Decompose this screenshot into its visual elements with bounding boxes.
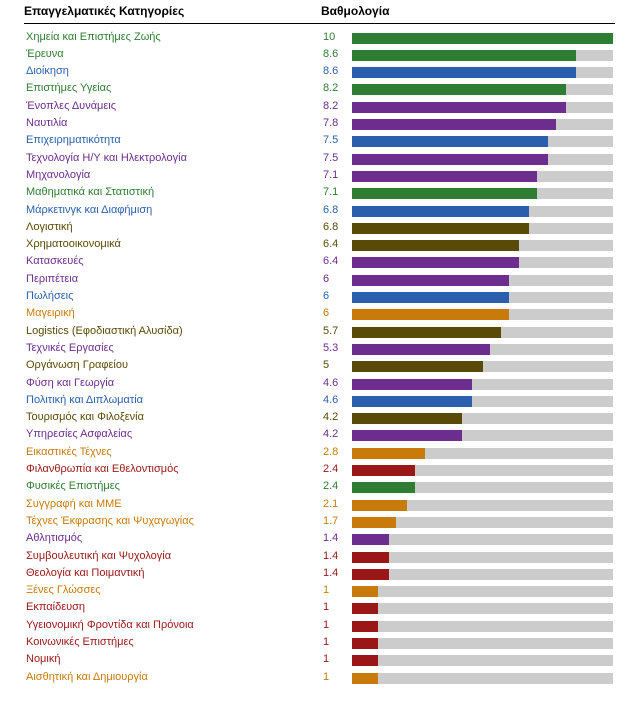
bar-track bbox=[352, 119, 613, 130]
bar bbox=[352, 309, 509, 320]
category-label: Οργάνωση Γραφείου bbox=[26, 359, 129, 372]
category-label: Ένοπλες Δυνάμεις bbox=[26, 99, 117, 112]
category-label: Logistics (Εφοδιαστική Αλυσίδα) bbox=[26, 324, 183, 337]
chart-row bbox=[0, 168, 640, 185]
category-label: Φύση και Γεωργία bbox=[26, 376, 115, 389]
score-column-header: Βαθμολογία bbox=[321, 4, 390, 18]
chart-row bbox=[0, 116, 640, 133]
chart-row bbox=[0, 99, 640, 116]
bar-track bbox=[352, 344, 613, 355]
bar bbox=[352, 517, 396, 528]
bar-track bbox=[352, 257, 613, 268]
bar bbox=[352, 67, 576, 78]
category-label: Μηχανολογία bbox=[26, 168, 91, 181]
bar bbox=[352, 603, 378, 614]
category-label: Ξένες Γλώσσες bbox=[26, 584, 101, 597]
bar bbox=[352, 500, 407, 511]
chart-row bbox=[0, 618, 640, 635]
bar-track bbox=[352, 154, 613, 165]
bar bbox=[352, 621, 378, 632]
score-label: 8.6 bbox=[323, 47, 339, 60]
chart-row bbox=[0, 445, 640, 462]
chart-row bbox=[0, 462, 640, 479]
score-label: 1.4 bbox=[323, 532, 339, 545]
bar-track bbox=[352, 517, 613, 528]
chart-row bbox=[0, 393, 640, 410]
bar bbox=[352, 396, 472, 407]
bar bbox=[352, 275, 509, 286]
chart-row bbox=[0, 272, 640, 289]
chart-row bbox=[0, 670, 640, 687]
bar bbox=[352, 33, 613, 44]
chart-row bbox=[0, 566, 640, 583]
bar bbox=[352, 206, 529, 217]
score-label: 7.5 bbox=[323, 151, 339, 164]
score-label: 1 bbox=[323, 636, 330, 648]
bar bbox=[352, 344, 490, 355]
category-label: Επιχειρηματικότητα bbox=[26, 134, 121, 147]
bar bbox=[352, 50, 576, 61]
score-label: 7.5 bbox=[323, 134, 339, 147]
bar bbox=[352, 586, 378, 597]
chart-row bbox=[0, 289, 640, 306]
bar bbox=[352, 430, 462, 441]
score-label: 1 bbox=[323, 601, 330, 614]
category-column-header: Επαγγελματικές Κατηγορίες bbox=[24, 4, 185, 18]
bar-track bbox=[352, 448, 613, 459]
bar bbox=[352, 136, 548, 147]
bar-track bbox=[352, 188, 613, 199]
bar-track bbox=[352, 396, 613, 407]
bar-track bbox=[352, 534, 613, 545]
score-label: 2.4 bbox=[323, 463, 339, 475]
bar-track bbox=[352, 84, 613, 95]
bar-track bbox=[352, 465, 613, 476]
bar bbox=[352, 361, 483, 372]
bar bbox=[352, 569, 389, 580]
bar bbox=[352, 413, 462, 424]
category-label: Υγειονομική Φροντίδα και Πρόνοια bbox=[26, 618, 194, 631]
chart-row bbox=[0, 531, 640, 548]
chart-row bbox=[0, 583, 640, 600]
category-label: Συγγραφή και ΜΜΕ bbox=[26, 497, 122, 510]
bar bbox=[352, 240, 519, 251]
category-label: Φιλανθρωπία και Εθελοντισμός bbox=[26, 463, 179, 475]
category-label: Χημεία και Επιστήμες Ζωής bbox=[26, 30, 161, 43]
chart-row bbox=[0, 324, 640, 341]
score-label: 7.1 bbox=[323, 186, 339, 199]
score-label: 2.4 bbox=[323, 480, 339, 493]
bar-track bbox=[352, 136, 613, 147]
bar-track bbox=[352, 500, 613, 511]
score-label: 5.7 bbox=[323, 324, 339, 337]
score-label: 8.2 bbox=[323, 99, 339, 112]
category-label: Κοινωνικές Επιστήμες bbox=[26, 636, 134, 648]
bar-track bbox=[352, 379, 613, 390]
chart-row bbox=[0, 358, 640, 375]
category-label: Τεχνικές Εργασίες bbox=[26, 341, 114, 354]
score-label: 8.2 bbox=[323, 82, 339, 95]
bar bbox=[352, 188, 537, 199]
bar-track bbox=[352, 171, 613, 182]
category-label: Μαγειρική bbox=[26, 307, 75, 320]
score-label: 1 bbox=[323, 618, 330, 631]
chart-row bbox=[0, 203, 640, 220]
score-label: 6.8 bbox=[323, 220, 339, 233]
chart-row bbox=[0, 47, 640, 64]
bar bbox=[352, 465, 415, 476]
chart-row bbox=[0, 635, 640, 652]
chart-row bbox=[0, 220, 640, 237]
category-label: Αθλητισμός bbox=[26, 532, 83, 545]
bar-track bbox=[352, 603, 613, 614]
bar bbox=[352, 482, 415, 493]
chart-row bbox=[0, 549, 640, 566]
chart-row bbox=[0, 64, 640, 81]
score-label: 4.6 bbox=[323, 376, 339, 389]
category-label: Τεχνολογία Η/Υ και Ηλεκτρολογία bbox=[26, 151, 187, 164]
category-label: Χρηματοοικονομικά bbox=[26, 238, 121, 251]
score-label: 1.4 bbox=[323, 566, 339, 579]
category-label: Νομική bbox=[26, 653, 61, 666]
category-label: Λογιστική bbox=[26, 220, 73, 233]
score-label: 2.8 bbox=[323, 445, 339, 458]
bar-track bbox=[352, 240, 613, 251]
category-label: Επιστήμες Υγείας bbox=[26, 82, 112, 95]
chart-row bbox=[0, 497, 640, 514]
bar-track bbox=[352, 223, 613, 234]
chart-row bbox=[0, 410, 640, 427]
bar bbox=[352, 223, 529, 234]
bar-track bbox=[352, 327, 613, 338]
bar-track bbox=[352, 569, 613, 580]
score-label: 5 bbox=[323, 359, 330, 372]
score-label: 1 bbox=[323, 584, 330, 597]
bar-track bbox=[352, 206, 613, 217]
bar-track bbox=[352, 430, 613, 441]
bar-track bbox=[352, 552, 613, 563]
bar-track bbox=[352, 102, 613, 113]
chart-row bbox=[0, 185, 640, 202]
category-label: Τουρισμός και Φιλοξενία bbox=[26, 411, 144, 424]
bar-track bbox=[352, 309, 613, 320]
bar bbox=[352, 448, 425, 459]
category-label: Εκπαίδευση bbox=[26, 601, 86, 614]
bar-track bbox=[352, 292, 613, 303]
bar-track bbox=[352, 361, 613, 372]
bar bbox=[352, 673, 378, 684]
category-label: Πωλήσεις bbox=[26, 290, 74, 302]
category-label: Θεολογία και Ποιμαντική bbox=[26, 566, 145, 579]
category-label: Ναυτιλία bbox=[26, 117, 68, 129]
score-label: 6 bbox=[323, 272, 330, 285]
score-label: 5.3 bbox=[323, 341, 339, 354]
chart-row bbox=[0, 254, 640, 271]
bar bbox=[352, 257, 519, 268]
bar-track bbox=[352, 413, 613, 424]
category-label: Διοίκηση bbox=[26, 65, 69, 78]
score-label: 1 bbox=[323, 670, 330, 683]
bar bbox=[352, 655, 378, 666]
chart-row bbox=[0, 341, 640, 358]
category-label: Κατασκευές bbox=[26, 255, 84, 268]
bar bbox=[352, 638, 378, 649]
chart-row bbox=[0, 600, 640, 617]
bar bbox=[352, 327, 501, 338]
chart-row bbox=[0, 514, 640, 531]
category-label: Μαθηματικά και Στατιστική bbox=[26, 186, 155, 199]
score-label: 6.4 bbox=[323, 238, 339, 251]
score-label: 10 bbox=[323, 30, 336, 43]
chart-row bbox=[0, 479, 640, 496]
score-label: 6.4 bbox=[323, 255, 339, 268]
chart-row bbox=[0, 376, 640, 393]
bar bbox=[352, 84, 566, 95]
category-label: Πολιτική και Διπλωματία bbox=[26, 393, 144, 406]
category-label: Φυσικές Επιστήμες bbox=[26, 480, 120, 493]
chart-row bbox=[0, 427, 640, 444]
category-label: Περιπέτεια bbox=[26, 272, 79, 285]
bar bbox=[352, 119, 556, 130]
bar-track bbox=[352, 638, 613, 649]
chart-row bbox=[0, 81, 640, 98]
bar bbox=[352, 552, 389, 563]
score-label: 4.2 bbox=[323, 411, 339, 424]
chart-row bbox=[0, 151, 640, 168]
bar bbox=[352, 102, 566, 113]
category-label: Αισθητική και Δημιουργία bbox=[26, 670, 148, 683]
category-label: Συμβουλευτική και Ψυχολογία bbox=[26, 549, 172, 562]
bar bbox=[352, 292, 509, 303]
bar bbox=[352, 154, 548, 165]
score-label: 7.8 bbox=[323, 117, 339, 129]
bar-track bbox=[352, 50, 613, 61]
score-label: 4.2 bbox=[323, 428, 339, 441]
category-label: Υπηρεσίες Ασφαλείας bbox=[26, 428, 133, 441]
score-label: 1 bbox=[323, 653, 330, 666]
bar-track bbox=[352, 655, 613, 666]
score-label: 7.1 bbox=[323, 168, 339, 181]
score-label: 8.6 bbox=[323, 65, 339, 78]
bar-track bbox=[352, 33, 613, 44]
chart-row bbox=[0, 30, 640, 47]
score-label: 2.1 bbox=[323, 497, 339, 510]
chart-row bbox=[0, 306, 640, 323]
bar-track bbox=[352, 586, 613, 597]
chart-row bbox=[0, 133, 640, 150]
score-label: 6.8 bbox=[323, 203, 339, 216]
bar-track bbox=[352, 621, 613, 632]
chart-row bbox=[0, 237, 640, 254]
category-label: Μάρκετινγκ και Διαφήμιση bbox=[26, 203, 153, 216]
score-label: 4.6 bbox=[323, 393, 339, 406]
bar-track bbox=[352, 67, 613, 78]
score-label: 6 bbox=[323, 290, 330, 302]
category-label: Τέχνες Έκφρασης και Ψυχαγωγίας bbox=[26, 514, 194, 527]
bar bbox=[352, 379, 472, 390]
bar bbox=[352, 171, 537, 182]
score-label: 6 bbox=[323, 307, 330, 320]
bar bbox=[352, 534, 389, 545]
bar-track bbox=[352, 275, 613, 286]
category-label: Εικαστικές Τέχνες bbox=[26, 445, 112, 458]
bar-track bbox=[352, 673, 613, 684]
bar-track bbox=[352, 482, 613, 493]
score-label: 1.7 bbox=[323, 514, 339, 527]
chart-row bbox=[0, 652, 640, 669]
category-label: Έρευνα bbox=[26, 47, 64, 60]
score-label: 1.4 bbox=[323, 549, 339, 562]
